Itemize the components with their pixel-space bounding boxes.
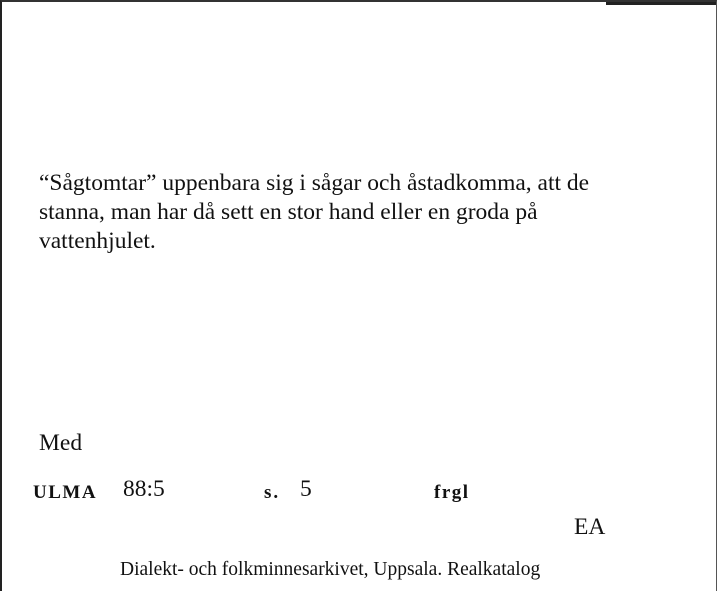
recorder-initials: EA [574,514,606,540]
card-top-rule [606,2,716,5]
record-number: 88:5 [123,476,165,502]
archive-footer: Dialekt- och folkminnesarkivet, Uppsala. Realkatalog [120,559,541,580]
card-body-text: “Sågtomtar” uppenbara sig i sågar och åstadkomma, att de stanna, man har då sett en stor hand eller en groda på vattenhjulet. [39,170,590,254]
informant-label: Med [39,430,83,456]
category-code: frgl [434,482,470,503]
page-label: s. [264,482,281,503]
page-number: 5 [300,476,312,502]
archive-code: ULMA [33,482,98,503]
